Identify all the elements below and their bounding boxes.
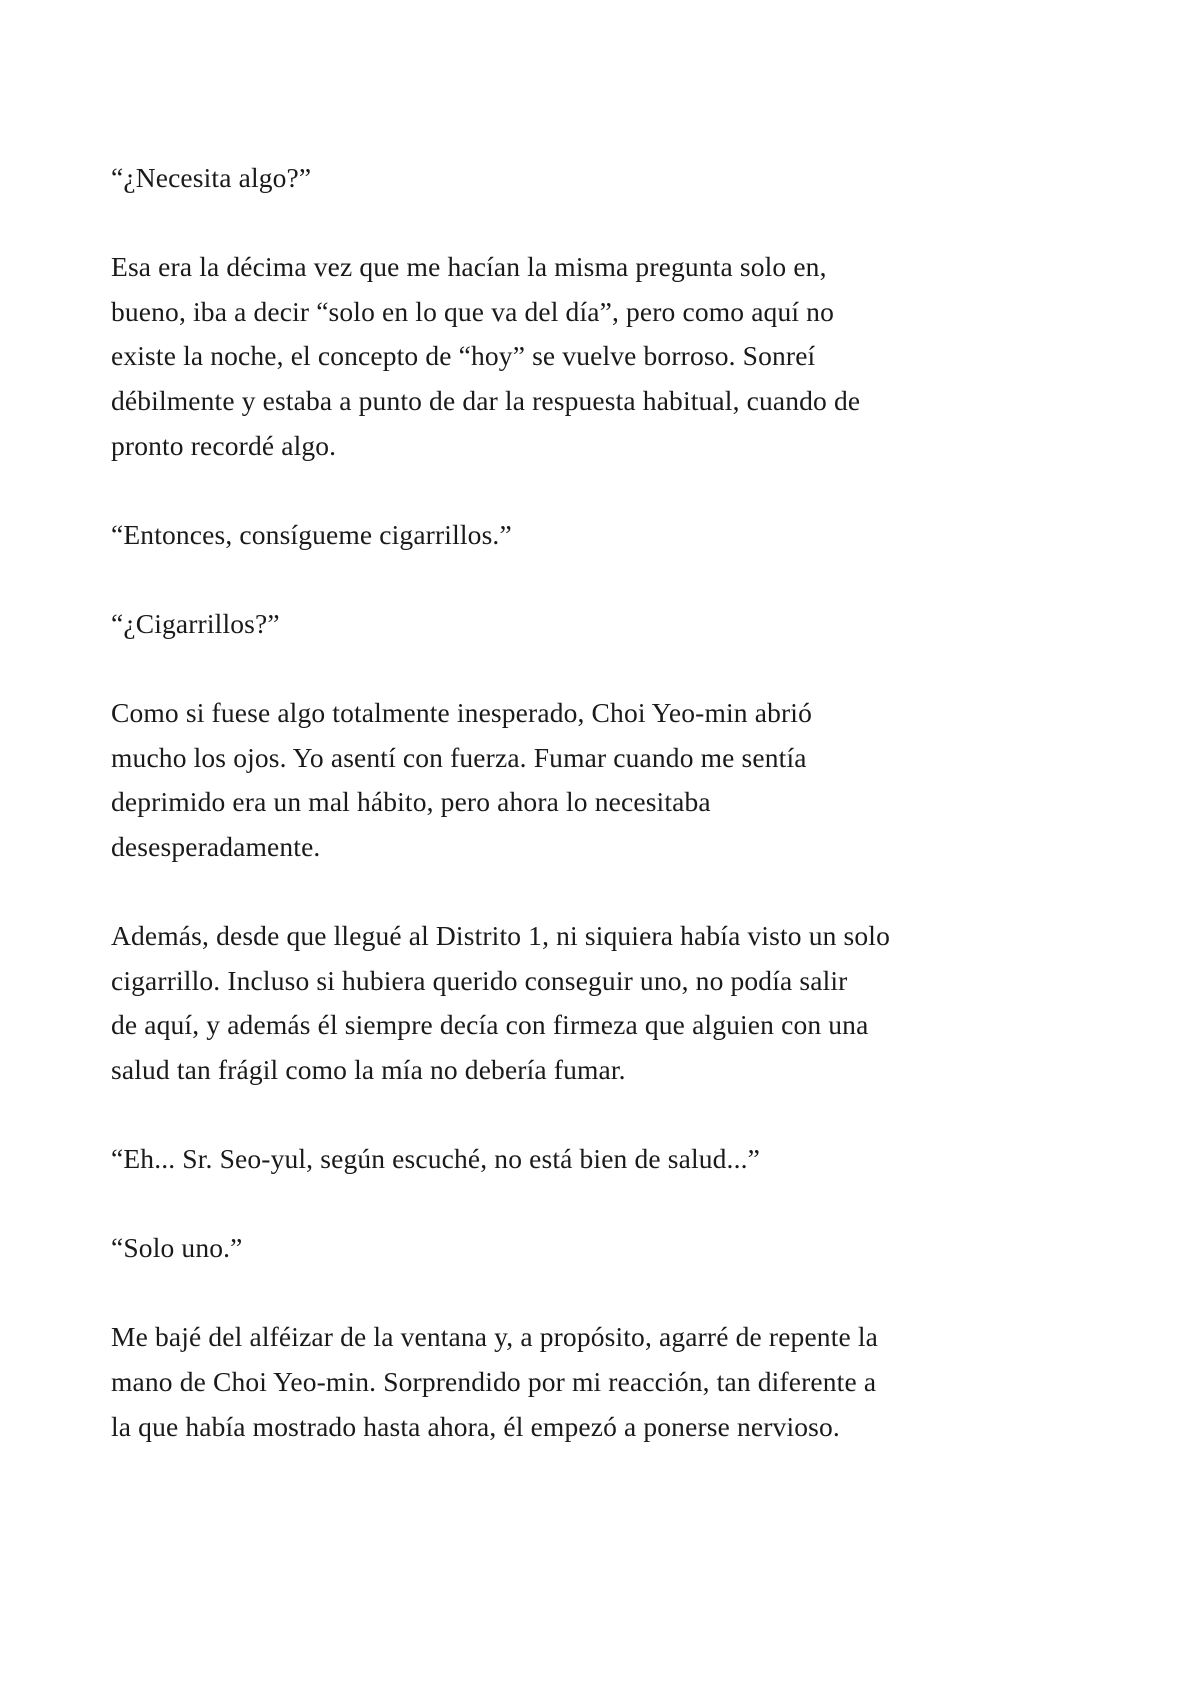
paragraph-narration (111, 691, 1111, 869)
paragraph-dialogue (111, 156, 1111, 201)
text-line: bueno, iba a decir “solo en lo que va del día”, pero como aquí no (111, 295, 834, 327)
text-line: Esa era la décima vez que me hacían la misma pregunta solo en, (111, 251, 827, 283)
text-line: “Entonces, consígueme cigarrillos.” (111, 518, 512, 550)
text-line: salud tan frágil como la mía no debería fumar. (111, 1053, 626, 1085)
text-line: la que había mostrado hasta ahora, él empezó a ponerse nervioso. (111, 1410, 840, 1442)
text-line: mano de Choi Yeo-min. Sorprendido por mi reacción, tan diferente a (111, 1366, 877, 1398)
text-line: cigarrillo. Incluso si hubiera querido conseguir uno, no podía salir (111, 964, 848, 996)
paragraph-narration (111, 914, 1111, 1092)
paragraph-dialogue (111, 1137, 1111, 1182)
text-line: “Solo uno.” (111, 1232, 243, 1264)
document-body (111, 156, 1111, 1494)
text-line: de aquí, y además él siempre decía con firmeza que alguien con una (111, 1009, 869, 1041)
text-line: deprimido era un mal hábito, pero ahora lo necesitaba (111, 786, 711, 818)
text-line: existe la noche, el concepto de “hoy” se vuelve borroso. Sonreí (111, 340, 816, 372)
text-line: débilmente y estaba a punto de dar la respuesta habitual, cuando de (111, 384, 861, 416)
text-line: “¿Cigarrillos?” (111, 607, 280, 639)
text-line: Me bajé del alféizar de la ventana y, a propósito, agarré de repente la (111, 1321, 879, 1353)
paragraph-narration (111, 1315, 1111, 1449)
text-line: desesperadamente. (111, 830, 321, 862)
paragraph-dialogue (111, 602, 1111, 647)
text-line: Como si fuese algo totalmente inesperado, Choi Yeo-min abrió (111, 697, 812, 729)
paragraph-narration (111, 245, 1111, 468)
text-line: “¿Necesita algo?” (111, 162, 312, 193)
paragraph-dialogue (111, 1226, 1111, 1271)
text-line: pronto recordé algo. (111, 429, 337, 461)
text-line: mucho los ojos. Yo asentí con fuerza. Fumar cuando me sentía (111, 741, 807, 773)
text-line: Además, desde que llegué al Distrito 1, ni siquiera había visto un solo (111, 920, 890, 952)
paragraph-dialogue (111, 513, 1111, 558)
text-line: “Eh... Sr. Seo-yul, según escuché, no está bien de salud...” (111, 1143, 760, 1175)
